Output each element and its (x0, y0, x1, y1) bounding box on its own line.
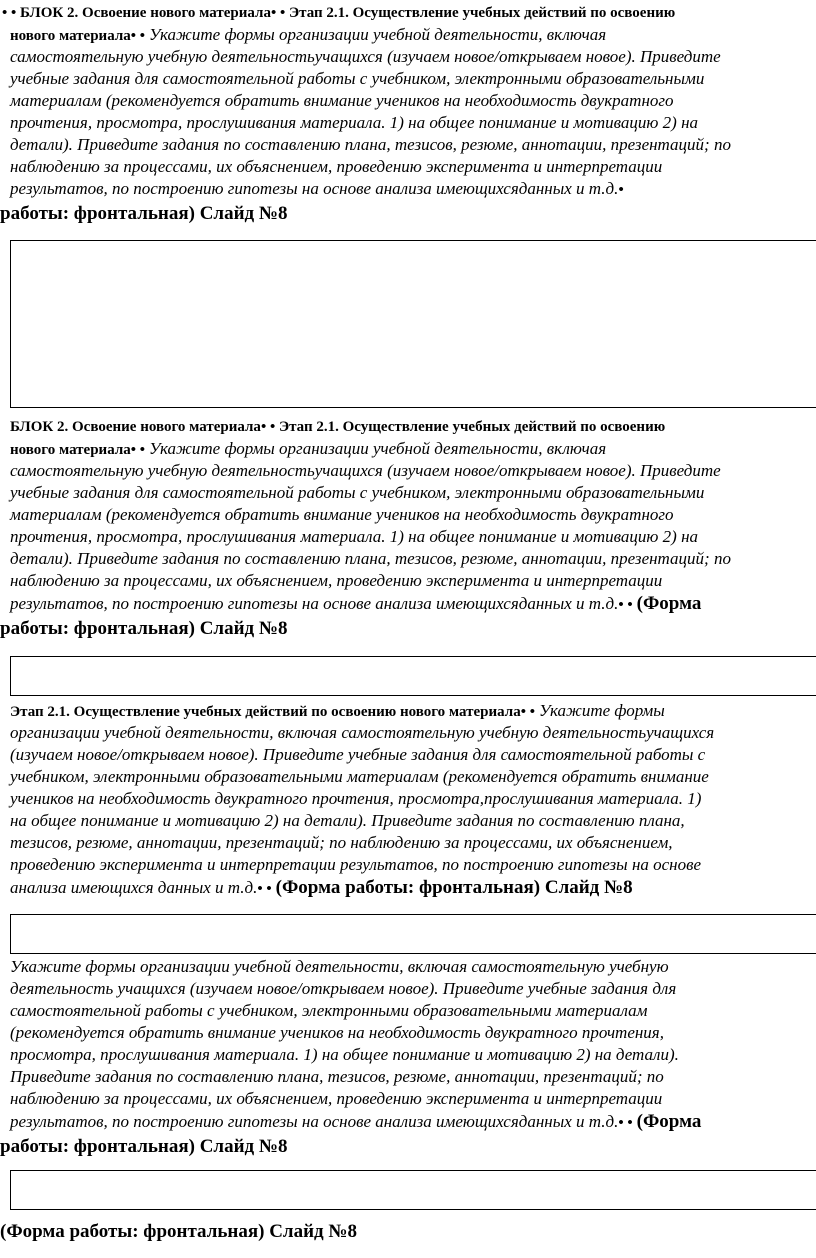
stage-title: Этап 2.1. Осуществление учебных действий по освоению (278, 419, 666, 435)
bullet-icon: • • (520, 704, 535, 720)
task-text-line: Укажите формы организации учебной деятельности, включая самостоятельную учебную (10, 957, 669, 976)
stage-title-cont: нового материала (10, 442, 131, 458)
bullet-icon: • • (260, 419, 276, 435)
task-text-line: деятельность учащихся (изучаем новое/открываем новое). Приведите учебные задания для (10, 979, 677, 998)
work-form-footer: работы: фронтальная) Слайд №8 (0, 203, 288, 224)
bullet-icon: • • (618, 597, 633, 613)
stage-title: Этап 2.1. Осуществление учебных действий по освоению (288, 5, 676, 21)
work-form-footer: работы: фронтальная) Слайд №8 (0, 1136, 288, 1157)
block-title: БЛОК 2. Освоение нового материала (10, 419, 261, 435)
task-text-last: результатов, по построению гипотезы на основе анализа имеющихсяданных и т.д. (10, 594, 619, 613)
bullet-icon: • • (130, 28, 146, 44)
task-text-line: наблюдению за процессами, их объяснением, проведению эксперимента и интерпретации (10, 157, 663, 176)
task-text-line: учебные задания для самостоятельной работы с учебником, электронными образовательными (10, 483, 705, 502)
task-text-line: (изучаем новое/открываем новое). Приведите учебные задания для самостоятельной работы с (10, 745, 706, 764)
block-2-heading-line-1 (10, 416, 665, 438)
bullet-icon: • • (618, 1115, 633, 1131)
slide-placeholder-box (10, 240, 816, 408)
slide-placeholder-box (10, 656, 816, 696)
task-text-last: результатов, по построению гипотезы на основе анализа имеющихсяданных и т.д. (10, 1112, 619, 1131)
stage-title: Этап 2.1. Осуществление учебных действий по освоению нового материала (10, 704, 521, 720)
task-text-line (10, 592, 701, 616)
task-text-line: Укажите формы (538, 701, 665, 720)
bullet-icon: • • (257, 881, 272, 897)
work-form-footer: (Форма работы: фронтальная) Слайд №8 (275, 877, 633, 898)
block-4 (0, 956, 816, 1162)
task-text-line: самостоятельную учебную деятельностьучащихся (изучаем новое/открываем новое). Приведите (10, 47, 721, 66)
task-text-line: самостоятельной работы с учебником, электронными образовательными материалам (10, 1001, 648, 1020)
task-text-line: прочтения, просмотра, прослушивания материала. 1) на общее понимание и мотивацию 2) на (10, 527, 699, 546)
block-1-heading-line-1 (2, 2, 675, 24)
task-text-line: детали). Приведите задания по составлению плана, тезисов, резюме, аннотации, презентаций; по (10, 135, 731, 154)
block-1-heading-line-2 (10, 24, 606, 47)
task-text-line: проведению эксперимента и интерпретации результатов, по построению гипотезы на основе (10, 855, 702, 874)
task-text-line: Приведите задания по составлению плана, тезисов, резюме, аннотации, презентаций; по (10, 1067, 664, 1086)
bullet-icon: • (618, 182, 624, 198)
task-text-last: анализа имеющихся данных и т.д. (10, 878, 258, 897)
slide-placeholder-box (10, 914, 816, 954)
task-text-line: Укажите формы организации учебной деятельности, включая (149, 25, 607, 44)
task-text-line: наблюдению за процессами, их объяснением, проведению эксперимента и интерпретации (10, 571, 663, 590)
task-text-line: самостоятельную учебную деятельностьучащихся (изучаем новое/открываем новое). Приведите (10, 461, 721, 480)
task-text-line: материалам (рекомендуется обратить внимание учеников на необходимость двукратного (10, 91, 674, 110)
task-text-line: на общее понимание и мотивацию 2) на детали). Приведите задания по составлению плана, (10, 811, 685, 830)
block-title: БЛОК 2. Освоение нового материала (20, 5, 271, 21)
task-text-line: просмотра, прослушивания материала. 1) на общее понимание и мотивацию 2) на детали). (10, 1045, 679, 1064)
block-1 (0, 0, 816, 232)
task-text-line: материалам (рекомендуется обратить внимание учеников на необходимость двукратного (10, 505, 674, 524)
bullet-icon: • • (270, 5, 286, 21)
work-form-label: (Форма (636, 1111, 702, 1132)
task-text-line (10, 876, 633, 900)
block-3 (0, 700, 816, 906)
task-text-line: тезисов, резюме, аннотации, презентаций; по наблюдению за процессами, их объяснением, (10, 833, 673, 852)
work-form-footer: работы: фронтальная) Слайд №8 (0, 618, 288, 639)
task-text-last: результатов, по построению гипотезы на основе анализа имеющихсяданных и т.д. (10, 179, 619, 198)
task-text-line: (рекомендуется обратить внимание учеников на необходимость двукратного прочтения, (10, 1023, 664, 1042)
work-form-label: (Форма (636, 593, 702, 614)
task-text-line (10, 1110, 701, 1134)
block-5 (0, 1218, 816, 1254)
task-text-line: организации учебной деятельности, включая самостоятельную учебную деятельностьучащихся (10, 723, 715, 742)
task-text-line: учебником, электронными образовательными материалам (рекомендуется обратить внимание (10, 767, 709, 786)
bullet-icon: • • (130, 442, 146, 458)
task-text-line: детали). Приведите задания по составлению плана, тезисов, резюме, аннотации, презентаций; по (10, 549, 731, 568)
bullet-icon: • • (2, 5, 17, 21)
block-2 (0, 414, 816, 644)
task-text-line: Укажите формы организации учебной деятельности, включая (149, 439, 607, 458)
task-text-line: прочтения, просмотра, прослушивания материала. 1) на общее понимание и мотивацию 2) на (10, 113, 699, 132)
task-text-line (10, 178, 624, 201)
block-2-heading-line-2 (10, 438, 606, 461)
work-form-footer: (Форма работы: фронтальная) Слайд №8 (0, 1221, 357, 1242)
task-text-line: наблюдению за процессами, их объяснением, проведению эксперимента и интерпретации (10, 1089, 663, 1108)
block-3-heading-line (10, 700, 665, 723)
slide-placeholder-box (10, 1170, 816, 1210)
task-text-line: учеников на необходимость двукратного прочтения, просмотра,прослушивания материала. 1) (10, 789, 702, 808)
stage-title-cont: нового материала (10, 28, 131, 44)
task-text-line: учебные задания для самостоятельной работы с учебником, электронными образовательными (10, 69, 705, 88)
